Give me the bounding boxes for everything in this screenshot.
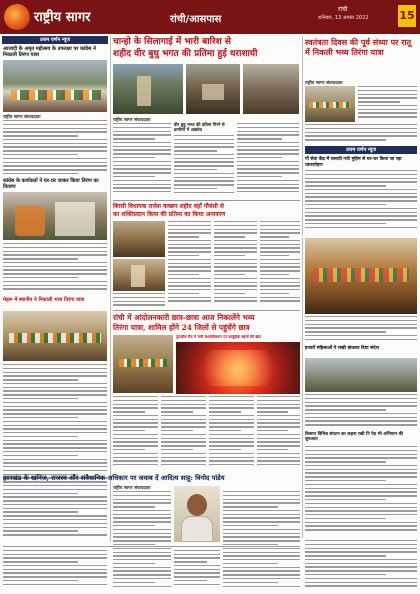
section-rule [113,310,300,311]
right-news-band: उत्तम वर्णन न्यूज [305,146,417,154]
tiranga-distribution-photo [3,192,107,240]
right-headline-2: गौ सेवा केंद्र में चलायी गयी मुहिम से घर-घर किया जा रहा ध्वजारोहण [305,157,402,168]
lead-subhead: वीर बुधु भगत की प्रतिमा गिरने से ग्रामीणों में आक्रोश [174,122,225,132]
mid-body-col-3 [260,221,300,307]
bottom-body-col-3 [174,546,220,591]
banner-body-col-4 [257,396,300,470]
lead-headline-line-2: शहीद वीर बुधु भगत की प्रतिमा हुई धराशायी [113,49,258,59]
left-headline-2: कांग्रेस के कार्यकर्ता ने घर-घर जाकर किया तिरंगा का वितरण [3,178,99,190]
villagers-gathering-photo [243,64,299,114]
rakhi-event-photo [305,358,417,392]
left-article-body-1 [3,120,107,176]
column-divider [302,36,303,236]
statue-unveiling-photo-2 [113,259,165,291]
lead-body-col-2 [174,135,234,197]
edition-city: रांची [338,6,348,13]
fallen-statue-photo-2 [186,64,240,114]
rakhi-women-photo [305,238,417,314]
lead-bureau: राष्ट्रीय सागर संवाददाता [113,118,151,123]
tiranga-yatra-photo-1 [3,60,107,112]
left-headline-1: आजादी के अमृत महोत्सव के उपलक्ष्य पर कांग्रेस ने निकाली तिरंगा यात्रा [3,46,96,58]
lead-headline-line-1: चान्हो के सिलागाई में भारी बारिश से [113,37,231,47]
right-mid-body-1 [305,394,417,430]
banner-headline-line-1: रांची में आंदोलनकारी छात्र-छात्रा आज निकालेंगे भव्य [113,313,255,322]
right-top-body-3 [305,170,417,234]
banner-body-col-2 [161,396,206,470]
mid-body-col-1 [168,221,211,307]
right-article-body-end [305,540,417,591]
left-headline-3: मेहरू में स्थानीय ने निकाली भव्य तिरंगा यात्रा [3,297,85,303]
statue-unveiling-photo-1 [113,221,165,257]
column-divider [110,36,111,542]
right-top-headline: स्वतंत्रता दिवस की पूर्व संध्या पर रातू में निकली भव्य तिरंगा यात्रा [305,37,412,57]
right-mid-body-2 [305,446,417,538]
lead-body-col-1 [113,123,171,197]
bottom-bureau: राष्ट्रीय सागर संवाददाता [113,486,151,491]
banner-headline-line-2: तिरंगा यात्रा, शामिल होंगे 24 जिलों से पहुंचेंगे छात्र [113,323,250,332]
right-top-body-2 [305,124,417,144]
masthead [0,0,420,34]
ratu-yatra-photo [305,86,355,122]
mid-headline-line-2: का शक्तिप्रदान किया की प्रतिमा का किया अनावरण [113,211,226,218]
bottom-body-col-2 [223,491,300,591]
brand-logo [4,4,30,30]
fallen-statue-photo-1 [113,64,183,114]
vinod-pandey-portrait [174,486,220,542]
bottom-headline: झारखंड के खनिज, राजस्व और संवैधानिक अधिकार पर जवाब दें आदित्य साहू: विनोद पांडेय [3,474,225,482]
page-number-badge: 15 [398,5,416,27]
left-news-band: उत्तम वर्णन न्यूज [2,36,108,44]
left-article-body-4 [3,546,107,591]
mid-body-col-2 [214,221,257,307]
section-title: रांची/आसपास [170,14,222,25]
football-match-photo [176,342,300,394]
right-mid-headline-1: हजारों महिलाओं ने राखी बांधकर दिया संदेश [305,346,379,351]
mid-headline-line-1: बिरसी विधायक राजेश कच्छप शहीद वहाँ गौवंशी से [113,203,224,210]
banner-body-col-3 [209,396,254,470]
lead-body-col-3 [237,123,299,197]
right-top-bureau: राष्ट्रीय सागर संवाददाता [305,81,343,86]
students-rally-photo-1 [113,335,173,393]
right-mid-caption [305,316,417,344]
section-rule [113,200,300,201]
mehru-yatra-photo [3,311,107,361]
banner-body-col-1 [113,396,158,470]
left-article-body-2 [3,243,107,295]
mid-body-col-0 [113,293,165,307]
left-article-body-3 [3,364,107,542]
right-top-body-1 [358,86,417,122]
banner-photo-caption: फुटबॉल मैच में नारी सशक्तिकरण पर सामूहिक बहनों की खेल [176,335,261,339]
left-bureau-1: राष्ट्रीय सागर संवाददाता [3,115,41,120]
column-divider [302,238,303,538]
bottom-body-col-1 [113,491,171,591]
right-mid-headline-2: किसान विभिन्न संघटन का कहना रखी नि पेड़ भी अभियान की शुरुआत [305,432,404,443]
brand-title: राष्ट्रीय सागर [34,10,91,25]
edition-date: शनिवार, 13 अगस्त 2022 [318,15,369,21]
